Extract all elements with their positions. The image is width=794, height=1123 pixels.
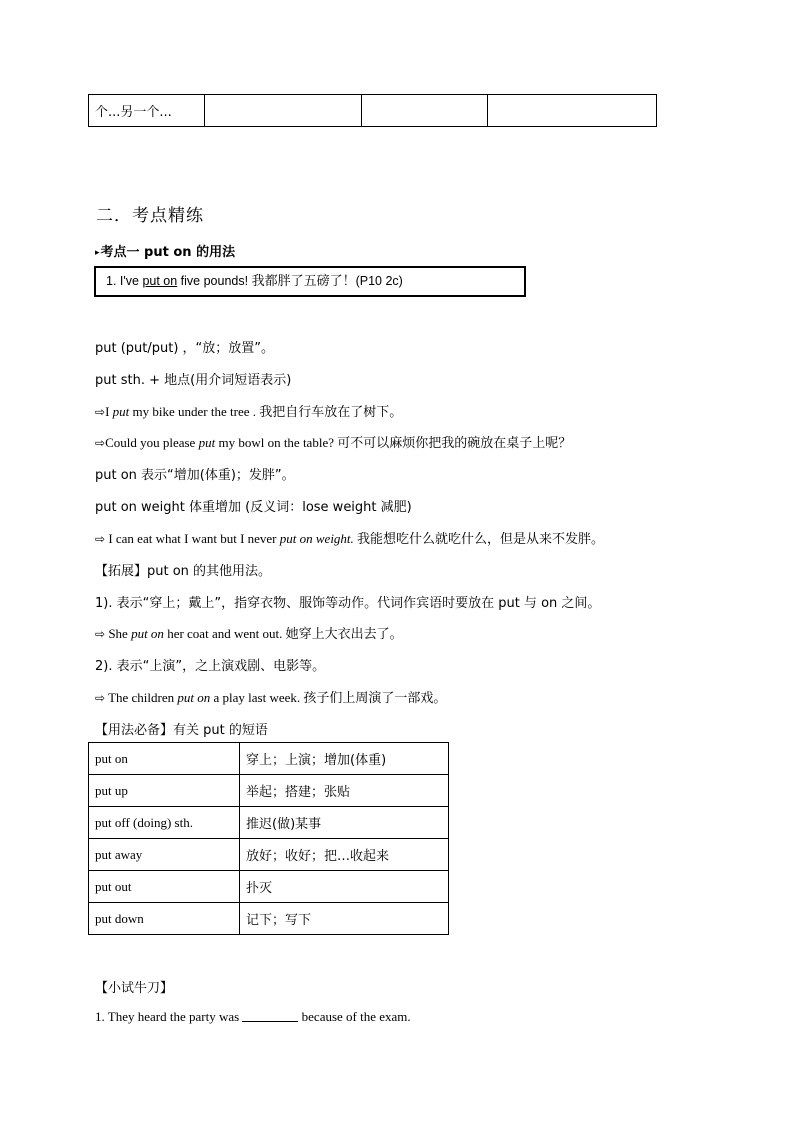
- line-italic: put on: [177, 690, 211, 705]
- practice-title-text: 【小试牛刀】: [95, 981, 174, 996]
- line-text: 2). 表示“上演”，之上演戏剧、电影等。: [95, 659, 326, 674]
- line-text: 1). 表示“穿上；戴上”，指穿衣物、服饰等动作。代词作宾语时要放在 put 与 on 之间。: [95, 596, 601, 611]
- practice-question-1: [95, 1009, 411, 1025]
- line-text: a play last week.: [210, 690, 304, 705]
- line-italic: put: [198, 435, 216, 450]
- line-13: [95, 719, 268, 738]
- arrow-icon: ⇨: [95, 532, 106, 546]
- table-cell: [205, 95, 362, 127]
- table-row: [89, 807, 449, 839]
- arrow-icon: ⇨: [95, 436, 106, 450]
- arrow-icon: ⇨: [95, 405, 106, 419]
- line-text: put on weight 体重增加 (反义词：lose weight 减肥): [95, 500, 412, 515]
- phrase-cn: 扑灭: [240, 871, 449, 903]
- line-10: [95, 623, 403, 642]
- phrase-cn: 穿上；上演；增加(体重): [240, 743, 449, 775]
- put-phrases-table: [88, 742, 449, 935]
- section-title: 二．考点精练: [96, 206, 204, 226]
- table-cell: 个...另一个...: [89, 95, 205, 127]
- line-text: I: [105, 404, 113, 419]
- answer-blank[interactable]: [242, 1009, 298, 1022]
- line-text: her coat and went out.: [163, 626, 286, 641]
- phrase-en: put on: [89, 743, 240, 775]
- line-text: put on 表示“增加(体重)；发胖”。: [95, 468, 295, 483]
- phrase-cn: 举起；搭建；张贴: [240, 775, 449, 807]
- line-text: 【用法必备】有关 put 的短语: [95, 723, 268, 738]
- line-8: [95, 560, 271, 579]
- table-row: [89, 743, 449, 775]
- table-cell: [488, 95, 657, 127]
- line-italic: put on weight.: [279, 531, 354, 546]
- line-12: [95, 687, 446, 706]
- line-text: put sth. + 地点(用介词短语表示): [95, 373, 292, 388]
- line-cn: 我把自行车放在了树下。: [259, 405, 403, 420]
- arrow-icon: ⇨: [95, 627, 106, 641]
- question-text: because of the exam.: [298, 1009, 411, 1024]
- phrase-en: put up: [89, 775, 240, 807]
- kaodian-text: 考点一 put on 的用法: [100, 245, 236, 260]
- question-text: 1. They heard the party was: [95, 1009, 243, 1024]
- table-row: [89, 775, 449, 807]
- table-row: [89, 95, 657, 127]
- line-cn: 孩子们上周演了一部戏。: [303, 691, 447, 706]
- phrase-cn: 推迟(做)某事: [240, 807, 449, 839]
- phrase-en: put away: [89, 839, 240, 871]
- line-text: my bike under the tree .: [129, 404, 260, 419]
- example-ref: (P10 2c): [355, 274, 403, 288]
- line-text: put (put/put) ，“放；放置”。: [95, 341, 275, 356]
- line-6: [95, 496, 412, 515]
- table-row: [89, 839, 449, 871]
- line-4: [95, 432, 571, 451]
- line-11: [95, 655, 325, 674]
- table-row: [89, 903, 449, 935]
- example-box: [94, 266, 526, 297]
- line-2: [95, 369, 291, 388]
- arrow-icon: ⇨: [95, 691, 106, 705]
- line-italic: put on: [131, 626, 164, 641]
- example-underlined: put on: [142, 274, 178, 288]
- table-row: [89, 871, 449, 903]
- phrase-en: put off (doing) sth.: [89, 807, 240, 839]
- line-text: my bowl on the table?: [215, 435, 338, 450]
- phrase-en: put out: [89, 871, 240, 903]
- phrase-cn: 放好；收好；把…收起来: [240, 839, 449, 871]
- line-5: [95, 464, 295, 483]
- line-cn: 可不可以麻烦你把我的碗放在桌子上呢？: [337, 436, 572, 451]
- line-text: The children: [105, 690, 178, 705]
- example-en-suffix: five pounds!: [177, 274, 252, 288]
- line-3: [95, 401, 402, 420]
- line-cn: 她穿上大衣出去了。: [285, 627, 403, 642]
- line-italic: put: [112, 404, 130, 419]
- triangle-marker-icon: ▸: [95, 248, 100, 258]
- line-text: She: [105, 626, 132, 641]
- line-text: I can eat what I want but I never: [105, 531, 280, 546]
- phrase-en: put down: [89, 903, 240, 935]
- kaodian-heading: [95, 241, 235, 260]
- line-text: Could you please: [105, 435, 199, 450]
- example-cn: 我都胖了五磅了！: [251, 274, 356, 289]
- table-cell: [362, 95, 488, 127]
- line-7: [95, 528, 604, 547]
- practice-title: [95, 977, 173, 996]
- line-text: 【拓展】put on 的其他用法。: [95, 564, 272, 579]
- line-cn: 我能想吃什么就吃什么，但是从来不发胖。: [357, 532, 605, 547]
- line-9: [95, 592, 600, 611]
- top-table: [88, 94, 657, 127]
- phrase-cn: 记下；写下: [240, 903, 449, 935]
- example-prefix: 1. I've: [106, 274, 143, 288]
- line-1: [95, 337, 274, 356]
